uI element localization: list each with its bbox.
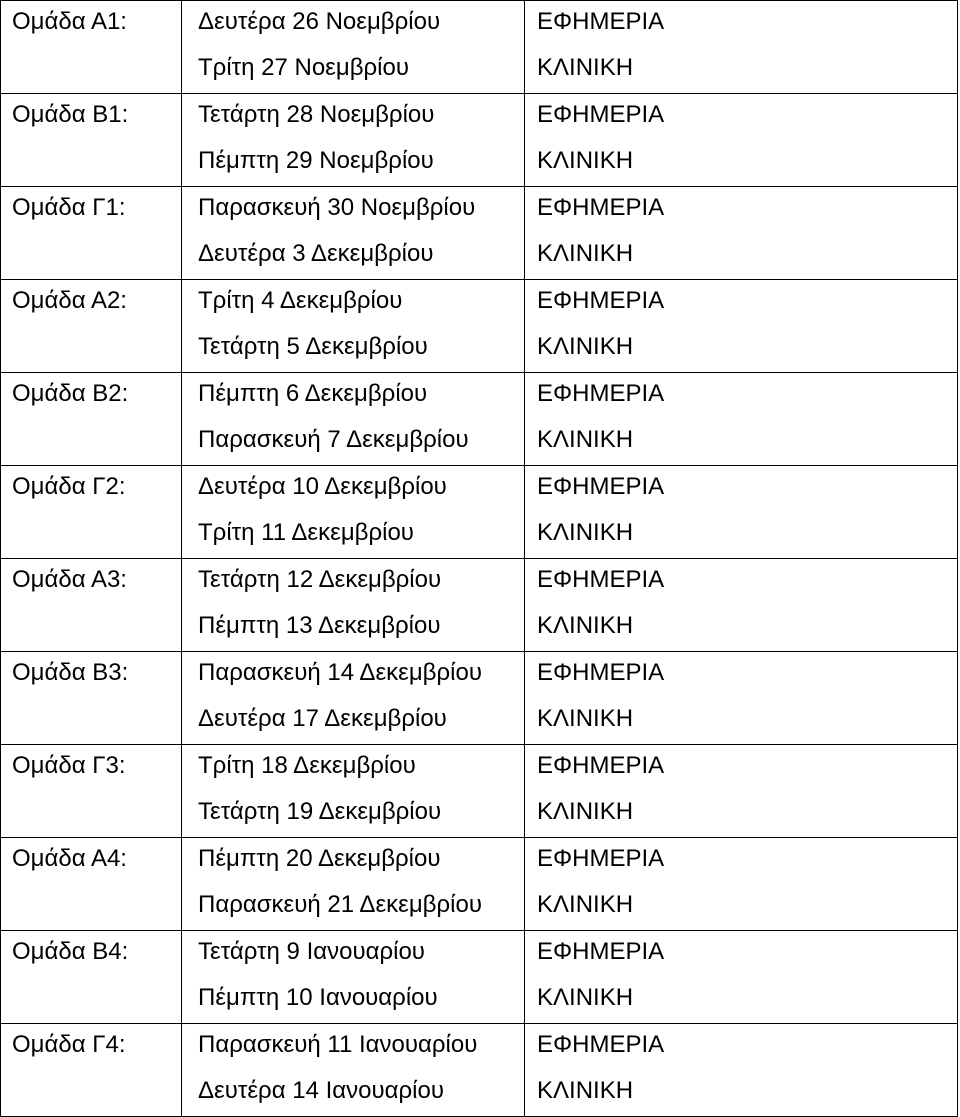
table-row — [1, 838, 958, 931]
date-text: Παρασκευή 21 Δεκεμβρίου — [198, 891, 482, 918]
group-label-cell — [1, 466, 182, 559]
table-row — [1, 466, 958, 559]
duty-type-text: ΚΛΙΝΙΚΗ — [537, 984, 634, 1011]
date-text: Τετάρτη 9 Ιανουαρίου — [198, 938, 425, 965]
dates-cell — [182, 559, 525, 652]
duty-type-text: ΚΛΙΝΙΚΗ — [537, 426, 634, 453]
duty-type-text: ΕΦΗΜΕΡΙΑ — [537, 473, 665, 500]
table-row — [1, 373, 958, 466]
group-label: Ομάδα Β4: — [12, 938, 129, 965]
duty-type-text: ΚΛΙΝΙΚΗ — [537, 519, 634, 546]
duty-type-text: ΚΛΙΝΙΚΗ — [537, 705, 634, 732]
date-text: Τρίτη 18 Δεκεμβρίου — [198, 752, 416, 779]
table-row — [1, 1, 958, 94]
date-text: Παρασκευή 11 Ιανουαρίου — [198, 1031, 478, 1058]
group-label: Ομάδα Α1: — [12, 8, 127, 35]
duty-type-cell — [525, 559, 958, 652]
duty-type-text: ΕΦΗΜΕΡΙΑ — [537, 101, 665, 128]
date-text: Δευτέρα 14 Ιανουαρίου — [198, 1077, 444, 1104]
table-row — [1, 931, 958, 1024]
duty-type-cell — [525, 94, 958, 187]
date-text: Τετάρτη 28 Νοεμβρίου — [198, 101, 435, 128]
duty-type-cell — [525, 373, 958, 466]
duty-type-cell — [525, 466, 958, 559]
dates-cell — [182, 1, 525, 94]
group-label-cell — [1, 373, 182, 466]
table-row — [1, 652, 958, 745]
date-text: Τρίτη 4 Δεκεμβρίου — [198, 287, 403, 314]
duty-type-text: ΕΦΗΜΕΡΙΑ — [537, 194, 665, 221]
date-text: Πέμπτη 10 Ιανουαρίου — [198, 984, 438, 1011]
date-text: Τρίτη 27 Νοεμβρίου — [198, 54, 409, 81]
duty-type-cell — [525, 1, 958, 94]
group-label-cell — [1, 838, 182, 931]
duty-type-text: ΚΛΙΝΙΚΗ — [537, 147, 634, 174]
group-label: Ομάδα Β2: — [12, 380, 129, 407]
date-text: Δευτέρα 17 Δεκεμβρίου — [198, 705, 447, 732]
group-label-cell — [1, 280, 182, 373]
group-label: Ομάδα Α4: — [12, 845, 127, 872]
date-text: Πέμπτη 6 Δεκεμβρίου — [198, 380, 428, 407]
group-label: Ομάδα Α2: — [12, 287, 127, 314]
dates-cell — [182, 931, 525, 1024]
group-label: Ομάδα Β3: — [12, 659, 129, 686]
date-text: Τετάρτη 19 Δεκεμβρίου — [198, 798, 442, 825]
date-text: Πέμπτη 20 Δεκεμβρίου — [198, 845, 441, 872]
group-label-cell — [1, 187, 182, 280]
date-text: Παρασκευή 30 Νοεμβρίου — [198, 194, 476, 221]
group-label: Ομάδα Γ2: — [12, 473, 126, 500]
duty-type-cell — [525, 652, 958, 745]
dates-cell — [182, 187, 525, 280]
group-label-cell — [1, 745, 182, 838]
duty-type-cell — [525, 931, 958, 1024]
date-text: Δευτέρα 3 Δεκεμβρίου — [198, 240, 434, 267]
table-row — [1, 745, 958, 838]
group-label: Ομάδα Γ3: — [12, 752, 126, 779]
duty-type-text: ΕΦΗΜΕΡΙΑ — [537, 938, 665, 965]
group-label: Ομάδα Β1: — [12, 101, 129, 128]
duty-type-text: ΕΦΗΜΕΡΙΑ — [537, 845, 665, 872]
duty-type-text: ΚΛΙΝΙΚΗ — [537, 1077, 634, 1104]
dates-cell — [182, 745, 525, 838]
group-label-cell — [1, 94, 182, 187]
duty-type-text: ΕΦΗΜΕΡΙΑ — [537, 380, 665, 407]
date-text: Παρασκευή 7 Δεκεμβρίου — [198, 426, 469, 453]
duty-type-text: ΕΦΗΜΕΡΙΑ — [537, 287, 665, 314]
duty-type-text: ΚΛΙΝΙΚΗ — [537, 798, 634, 825]
duty-type-cell — [525, 745, 958, 838]
dates-cell — [182, 466, 525, 559]
group-label-cell — [1, 1, 182, 94]
duty-type-text: ΕΦΗΜΕΡΙΑ — [537, 752, 665, 779]
schedule-body — [1, 1, 958, 1117]
group-label: Ομάδα Α3: — [12, 566, 127, 593]
duty-type-cell — [525, 838, 958, 931]
date-text: Δευτέρα 10 Δεκεμβρίου — [198, 473, 447, 500]
date-text: Παρασκευή 14 Δεκεμβρίου — [198, 659, 482, 686]
date-text: Τετάρτη 12 Δεκεμβρίου — [198, 566, 442, 593]
group-label-cell — [1, 652, 182, 745]
table-row — [1, 280, 958, 373]
table-row — [1, 559, 958, 652]
dates-cell — [182, 838, 525, 931]
group-label: Ομάδα Γ4: — [12, 1031, 126, 1058]
date-text: Πέμπτη 29 Νοεμβρίου — [198, 147, 434, 174]
duty-type-text: ΚΛΙΝΙΚΗ — [537, 54, 634, 81]
date-text: Τετάρτη 5 Δεκεμβρίου — [198, 333, 428, 360]
dates-cell — [182, 652, 525, 745]
duty-type-text: ΚΛΙΝΙΚΗ — [537, 333, 634, 360]
duty-type-text: ΚΛΙΝΙΚΗ — [537, 612, 634, 639]
group-label-cell — [1, 559, 182, 652]
date-text: Δευτέρα 26 Νοεμβρίου — [198, 8, 441, 35]
dates-cell — [182, 280, 525, 373]
table-row — [1, 94, 958, 187]
duty-type-text: ΕΦΗΜΕΡΙΑ — [537, 566, 665, 593]
dates-cell — [182, 373, 525, 466]
duty-type-cell — [525, 280, 958, 373]
duty-type-text: ΕΦΗΜΕΡΙΑ — [537, 659, 665, 686]
date-text: Τρίτη 11 Δεκεμβρίου — [198, 519, 414, 546]
date-text: Πέμπτη 13 Δεκεμβρίου — [198, 612, 441, 639]
duty-type-text: ΚΛΙΝΙΚΗ — [537, 891, 634, 918]
duty-type-text: ΕΦΗΜΕΡΙΑ — [537, 1031, 665, 1058]
group-label: Ομάδα Γ1: — [12, 194, 126, 221]
group-label-cell — [1, 931, 182, 1024]
duty-type-text: ΚΛΙΝΙΚΗ — [537, 240, 634, 267]
duty-type-text: ΕΦΗΜΕΡΙΑ — [537, 8, 665, 35]
dates-cell — [182, 94, 525, 187]
duty-type-cell — [525, 187, 958, 280]
table-row — [1, 187, 958, 280]
